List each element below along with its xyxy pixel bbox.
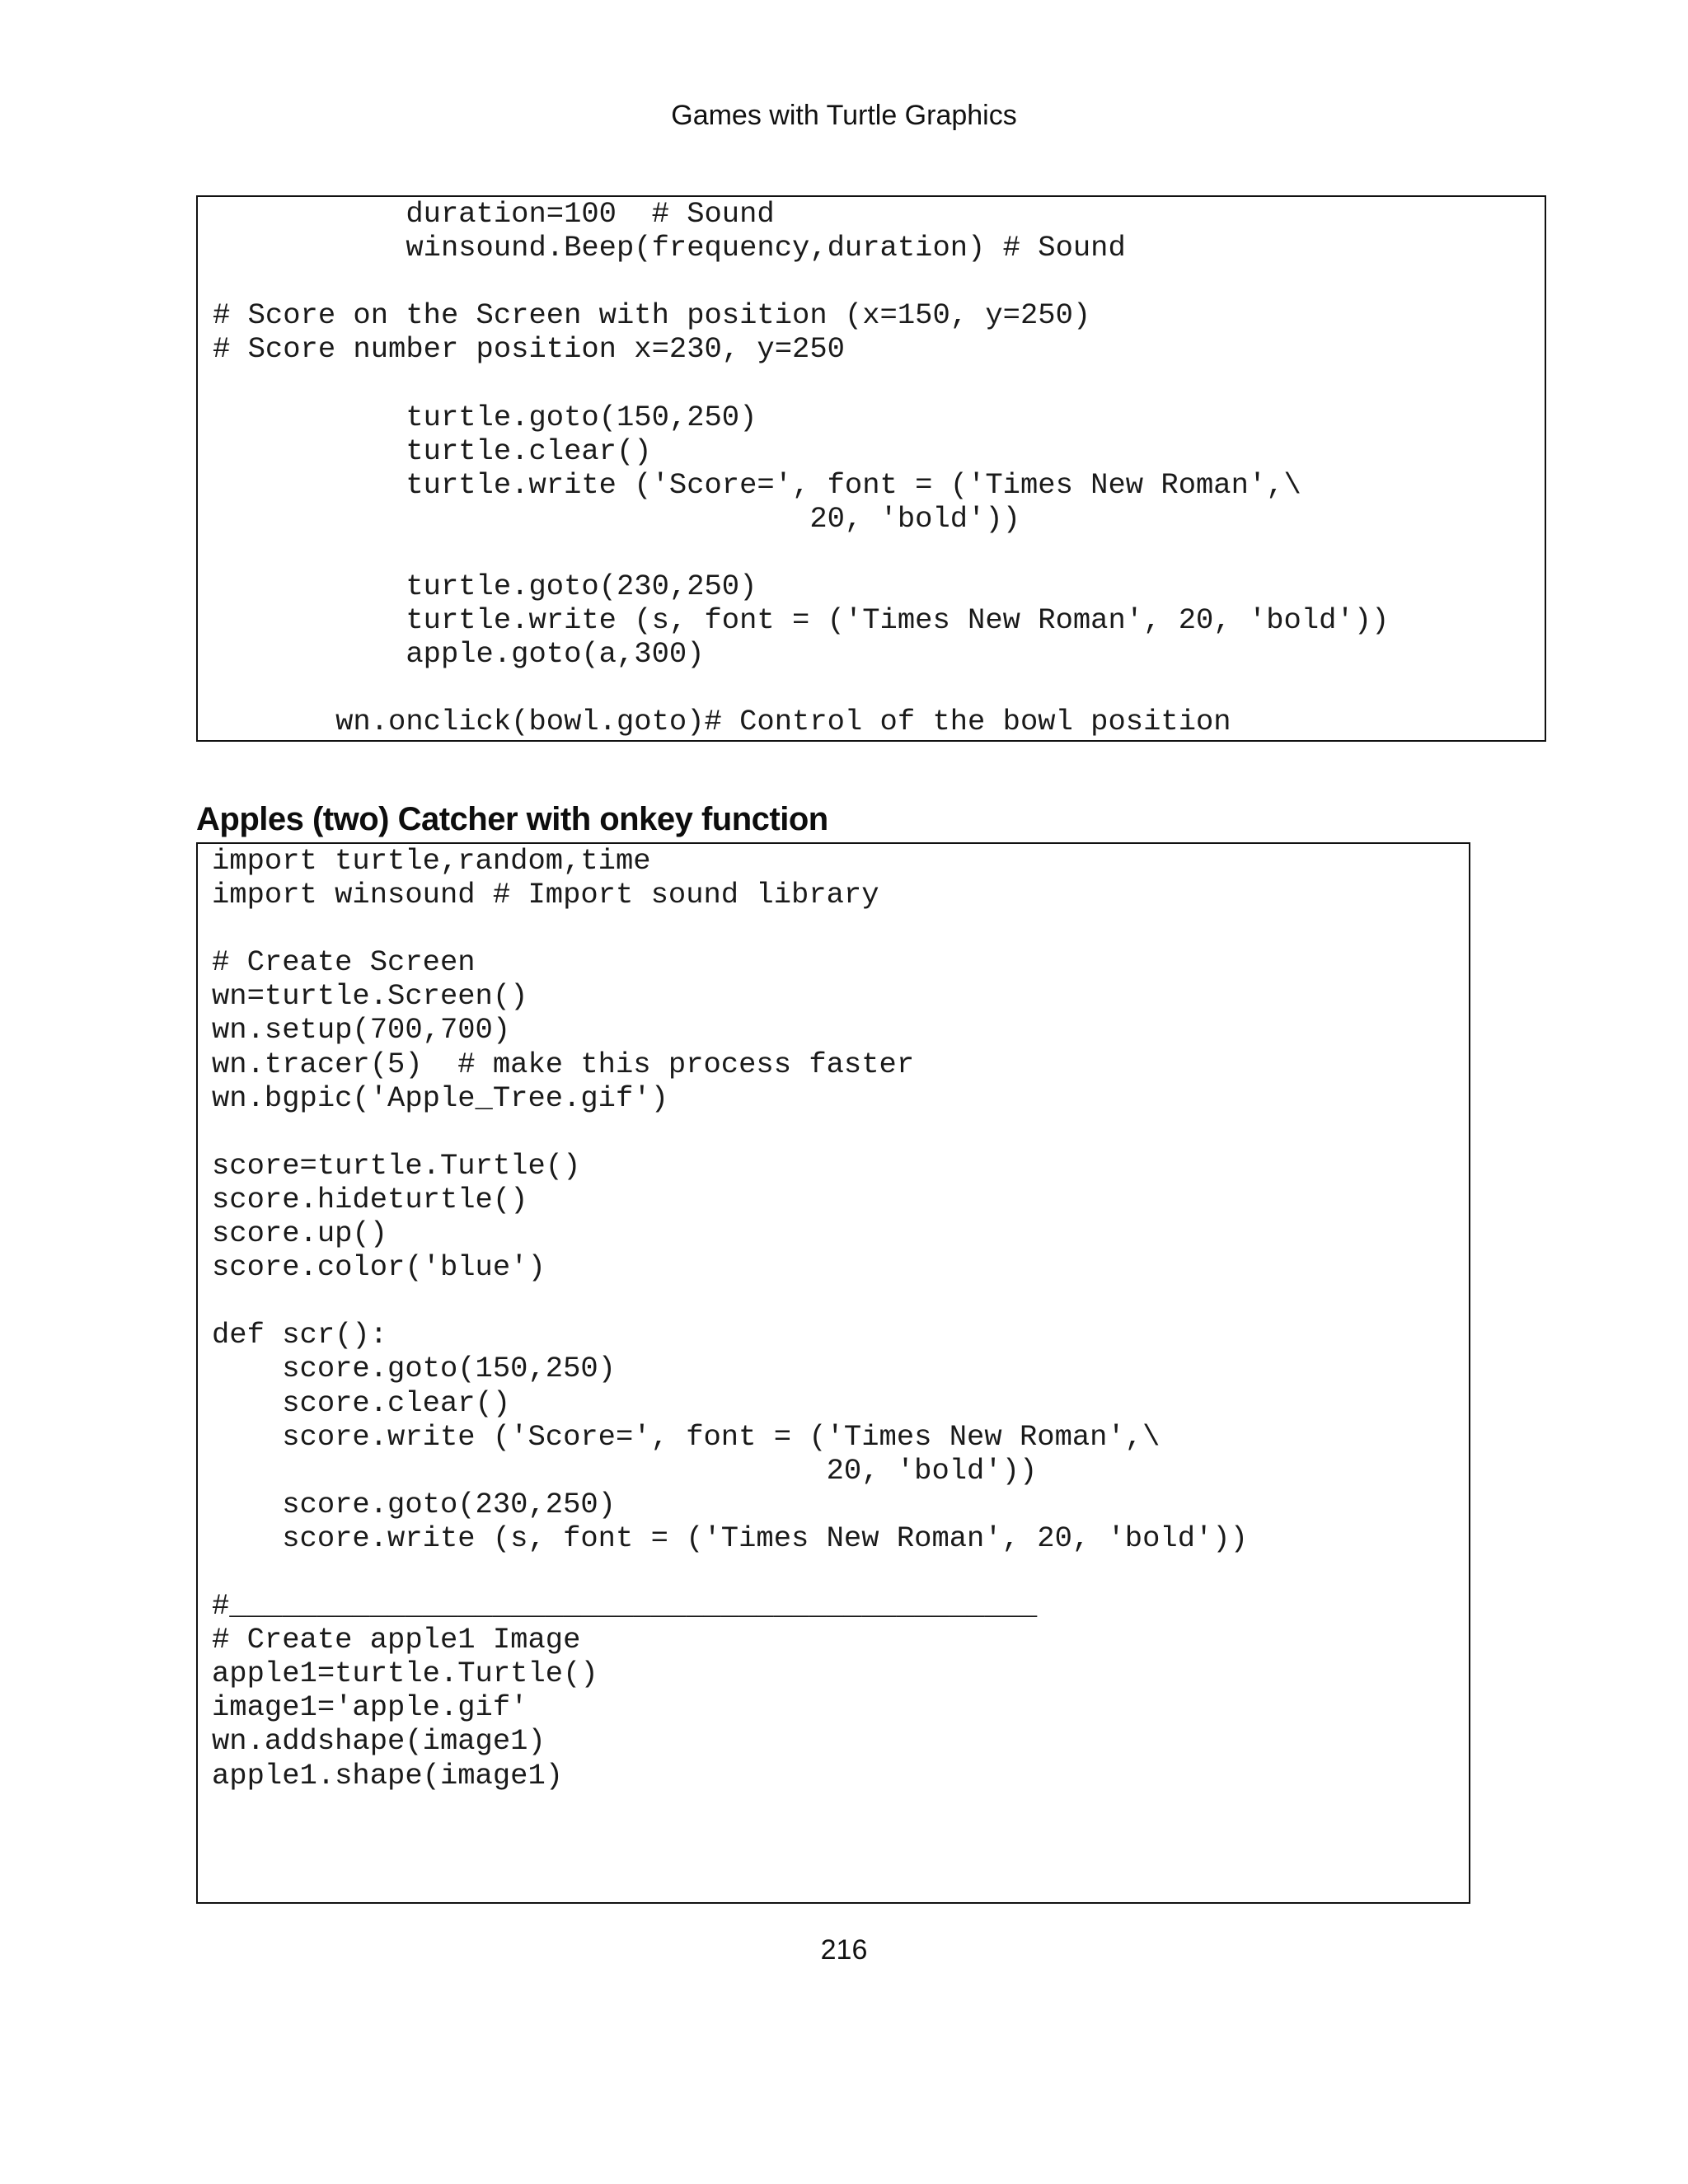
code-listing-continued — [196, 195, 1546, 742]
code-line: apple1.shape(image1) — [212, 1758, 564, 1793]
code-line: apple.goto(a,300) — [213, 637, 705, 672]
code-line: turtle.write (s, font = ('Times New Roman', 20, 'bold')) — [213, 603, 1390, 638]
code-line: # Score number position x=230, y=250 — [213, 332, 845, 367]
code-line: wn.setup(700,700) — [212, 1013, 511, 1047]
code-line: score=turtle.Turtle() — [212, 1148, 581, 1183]
code-line: score.write (s, font = ('Times New Roman', 20, 'bold')) — [212, 1521, 1248, 1555]
code-line: import winsound # Import sound library — [212, 878, 879, 912]
code-line: turtle.goto(150,250) — [213, 400, 757, 434]
code-line: 20, 'bold')) — [212, 1453, 1038, 1488]
running-header: Games with Turtle Graphics — [671, 100, 1017, 131]
code-line: winsound.Beep(frequency,duration) # Sound — [213, 231, 1126, 265]
code-line: score.up() — [212, 1216, 388, 1251]
code-line: wn.addshape(image1) — [212, 1724, 546, 1759]
code-line: score.goto(230,250) — [212, 1487, 616, 1521]
code-line: score.write ('Score=', font = ('Times New Roman',\ — [212, 1419, 1160, 1454]
code-listing-apples-catcher — [196, 842, 1470, 1904]
code-line: import turtle,random,time — [212, 844, 651, 878]
code-line: wn.bgpic('Apple_Tree.gif') — [212, 1080, 668, 1115]
code-line: turtle.write ('Score=', font = ('Times New Roman',\ — [213, 467, 1301, 502]
code-line: 20, 'bold')) — [213, 501, 1020, 536]
code-line: # Create apple1 Image — [212, 1623, 581, 1657]
code-line: score.clear() — [212, 1385, 511, 1420]
code-line: duration=100 # Sound — [213, 197, 775, 231]
code-line: score.hideturtle() — [212, 1182, 528, 1216]
code-line: wn.tracer(5) # make this process faster — [212, 1047, 915, 1081]
code-line: #______________________________________________ — [212, 1589, 1038, 1624]
code-line: image1='apple.gif' — [212, 1690, 528, 1725]
code-line: def scr(): — [212, 1318, 388, 1352]
page-number: 216 — [820, 1934, 868, 1966]
code-line: score.goto(150,250) — [212, 1352, 616, 1386]
code-lines — [198, 844, 1469, 1793]
code-line: turtle.goto(230,250) — [213, 569, 757, 604]
code-line: turtle.clear() — [213, 434, 652, 468]
code-line: # Create Screen — [212, 945, 476, 980]
code-line: apple1=turtle.Turtle() — [212, 1657, 598, 1691]
code-line: wn.onclick(bowl.goto)# Control of the bowl position — [213, 705, 1231, 739]
code-lines — [198, 197, 1545, 739]
code-line: # Score on the Screen with position (x=150, y=250) — [213, 298, 1091, 333]
section-heading: Apples (two) Catcher with onkey function — [196, 801, 828, 837]
code-line: wn=turtle.Screen() — [212, 979, 528, 1014]
code-line: score.color('blue') — [212, 1250, 546, 1285]
